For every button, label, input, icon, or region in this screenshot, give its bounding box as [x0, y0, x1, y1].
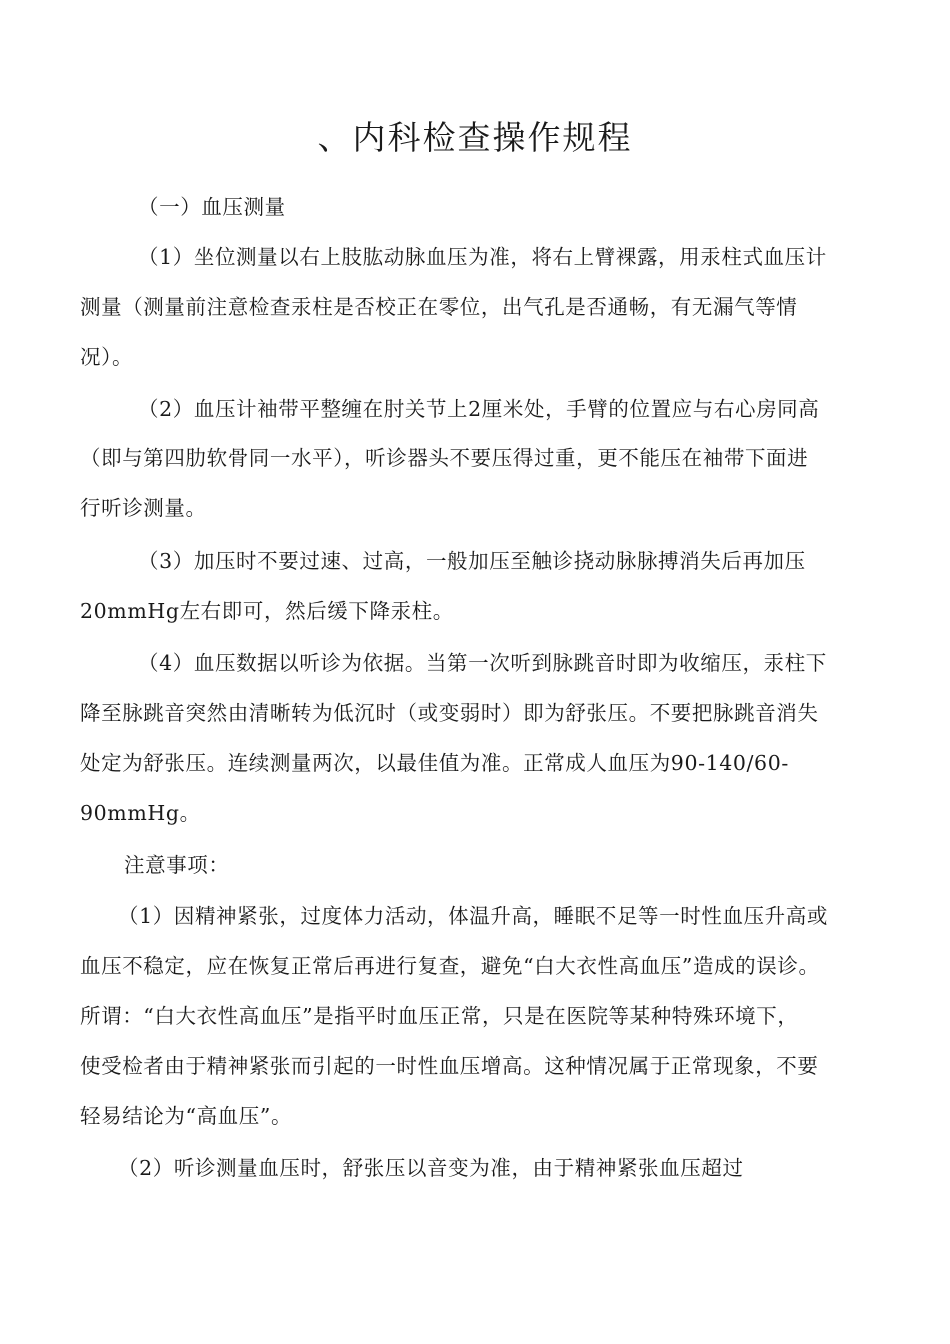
page-title: 、内科检查操作规程: [317, 118, 633, 157]
paragraph-line: （1）坐位测量以右上肢肱动脉血压为准，将右上臂裸露，用汞柱式血压计: [138, 245, 827, 269]
note-line: 轻易结论为“高血压”。: [80, 1104, 293, 1128]
paragraph-line: 20mmHg左右即可，然后缓下降汞柱。: [80, 599, 454, 623]
paragraph-line: （3）加压时不要过速、过高，一般加压至触诊挠动脉脉搏消失后再加压: [138, 549, 806, 573]
paragraph-line: 行听诊测量。: [80, 496, 207, 520]
notes-heading: 注意事项：: [124, 853, 230, 877]
paragraph-line: 况）。: [80, 345, 134, 369]
paragraph-line: 测量（测量前注意检查汞柱是否校正在零位，出气孔是否通畅，有无漏气等情: [80, 295, 798, 319]
section-heading: （一）血压测量: [138, 195, 286, 219]
paragraph-line: （即与第四肋软骨同一水平），听诊器头不要压得过重，更不能压在袖带下面进: [80, 446, 809, 470]
paragraph-line: 90mmHg。: [80, 801, 201, 825]
note-line: （2）听诊测量血压时，舒张压以音变为准，由于精神紧张血压超过: [118, 1156, 744, 1180]
paragraph-line: 降至脉跳音突然由清晰转为低沉时（或变弱时）即为舒张压。不要把脉跳音消失: [80, 701, 819, 725]
paragraph-line: 处定为舒张压。连续测量两次，以最佳值为准。正常成人血压为90-140/60-: [80, 751, 789, 775]
paragraph-line: （4）血压数据以听诊为依据。当第一次听到脉跳音时即为收缩压，汞柱下: [138, 651, 827, 675]
paragraph-line: （2）血压计袖带平整缠在肘关节上2厘米处，手臂的位置应与右心房同高: [138, 397, 820, 421]
note-line: 血压不稳定，应在恢复正常后再进行复查，避免“白大衣性高血压”造成的误诊。: [80, 954, 820, 978]
note-line: 使受检者由于精神紧张而引起的一时性血压增高。这种情况属于正常现象，不要: [80, 1054, 819, 1078]
note-line: （1）因精神紧张，过度体力活动，体温升高，睡眠不足等一时性血压升高或: [118, 904, 828, 928]
note-line: 所谓：“白大衣性高血压”是指平时血压正常，只是在医院等某种特殊环境下，: [80, 1004, 799, 1028]
